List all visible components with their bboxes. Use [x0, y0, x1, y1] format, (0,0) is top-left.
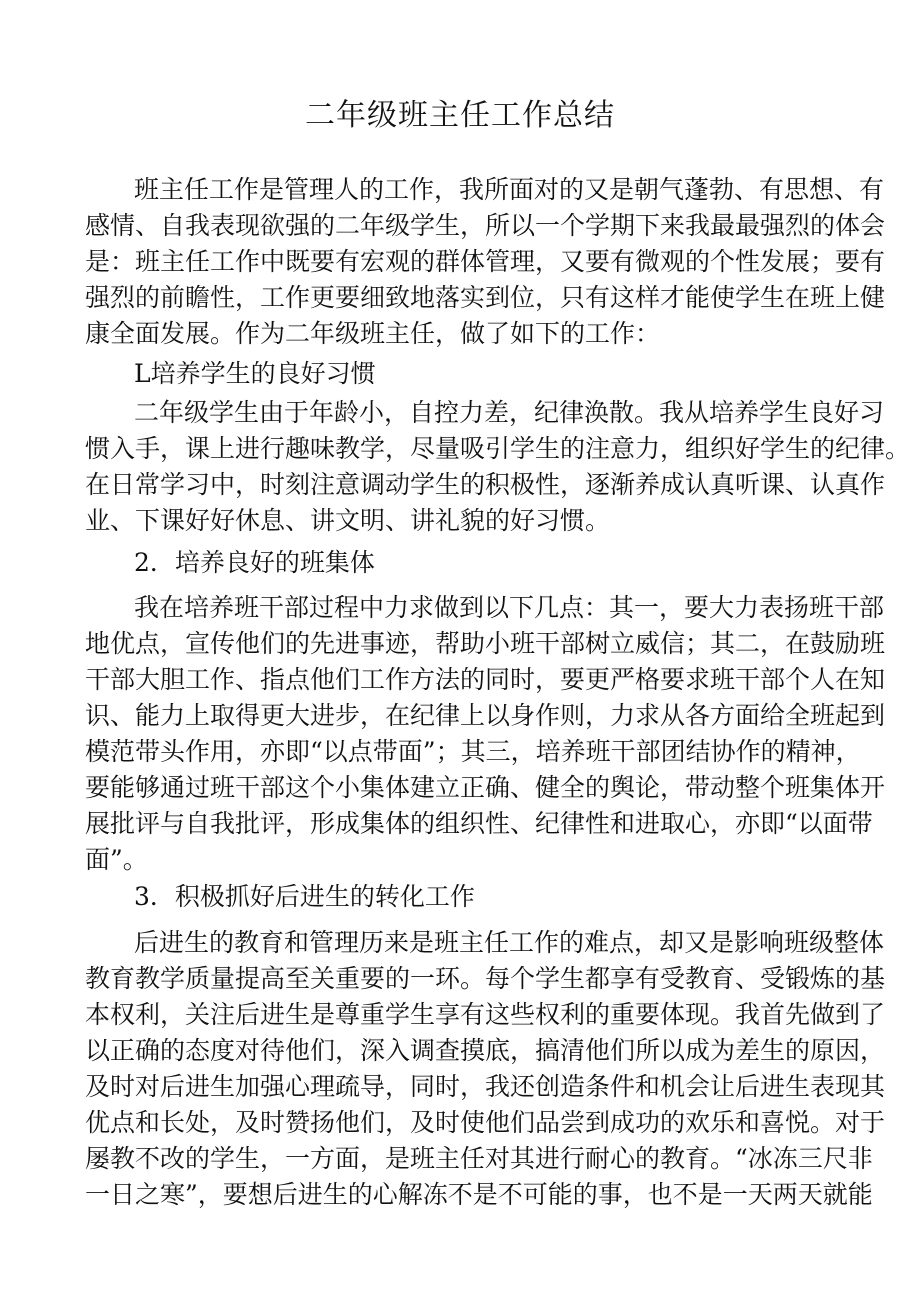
text-line: 本权利，关注后进生是尊重学生享有这些权利的重要体现。我首先做到了 — [85, 1000, 886, 1029]
text-line: 及时对后进生加强心理疏导，同时，我还创造条件和机会让后进生表现其 — [85, 1072, 886, 1101]
text-line: 教育教学质量提高至关重要的一环。每个学生都享有受教育、受锻炼的基 — [85, 964, 886, 993]
text-line: 以正确的态度对待他们，深入调查摸底，搞清他们所以成为差生的原因， — [85, 1036, 886, 1065]
text-line: 康全面发展。作为二年级班主任，做了如下的工作： — [85, 319, 661, 348]
text-line: 干部大胆工作、指点他们工作方法的同时，要更严格要求班干部个人在知 — [85, 665, 886, 694]
text-line: 面”。 — [85, 845, 148, 874]
text-line: 我在培养班干部过程中力求做到以下几点：其一，要大力表扬班干部 — [134, 593, 885, 622]
text-line: 优点和长处，及时赞扬他们，及时使他们品尝到成功的欢乐和喜悦。对于 — [85, 1108, 886, 1137]
text-line: 惯入手，课上进行趣味教学，尽量吸引学生的注意力，组织好学生的纪律。 — [85, 434, 911, 463]
text-line: 屡教不改的学生，一方面，是班主任对其进行耐心的教育。“冰冻三尺非 — [85, 1144, 873, 1173]
text-line: 地优点，宣传他们的先进事迹，帮助小班干部树立威信；其二，在鼓励班 — [85, 629, 886, 658]
section-heading-1: L培养学生的良好习惯 — [134, 359, 376, 388]
text-line: 在日常学习中，时刻注意调动学生的积极性，逐渐养成认真听课、认真作 — [85, 470, 886, 499]
text-line: 业、下课好好休息、讲文明、讲礼貌的好习惯。 — [85, 506, 611, 535]
text-line: 识、能力上取得更大进步，在纪律上以身作则，力求从各方面给全班起到 — [85, 701, 886, 730]
text-line: 展批评与自我批评，形成集体的组织性、纪律性和进取心，亦即“以面带 — [85, 809, 873, 838]
section-heading-2: 2．培养良好的班集体 — [134, 548, 375, 577]
document-title: 二年级班主任工作总结 — [305, 98, 615, 133]
text-line: 模范带头作用，亦即“以点带面”；其三，培养班干部团结协作的精神， — [85, 737, 861, 766]
text-line: 后进生的教育和管理历来是班主任工作的难点，却又是影响班级整体 — [134, 928, 885, 957]
text-line: 强烈的前瞻性，工作更要细致地落实到位，只有这样才能使学生在班上健 — [85, 283, 886, 312]
text-line: 感情、自我表现欲强的二年级学生，所以一个学期下来我最最强烈的体会 — [85, 211, 886, 240]
text-line: 一日之寒”，要想后进生的心解冻不是不可能的事，也不是一天两天就能 — [85, 1180, 873, 1209]
text-line: 二年级学生由于年龄小，自控力差，纪律涣散。我从培养学生良好习 — [134, 398, 885, 427]
text-line: 班主任工作是管理人的工作，我所面对的又是朝气蓬勃、有思想、有 — [134, 175, 885, 204]
section-heading-3: 3．积极抓好后进生的转化工作 — [134, 882, 475, 911]
text-line: 是：班主任工作中既要有宏观的群体管理，又要有微观的个性发展；要有 — [85, 247, 886, 276]
text-line: 要能够通过班干部这个小集体建立正确、健全的舆论，带动整个班集体开 — [85, 773, 886, 802]
